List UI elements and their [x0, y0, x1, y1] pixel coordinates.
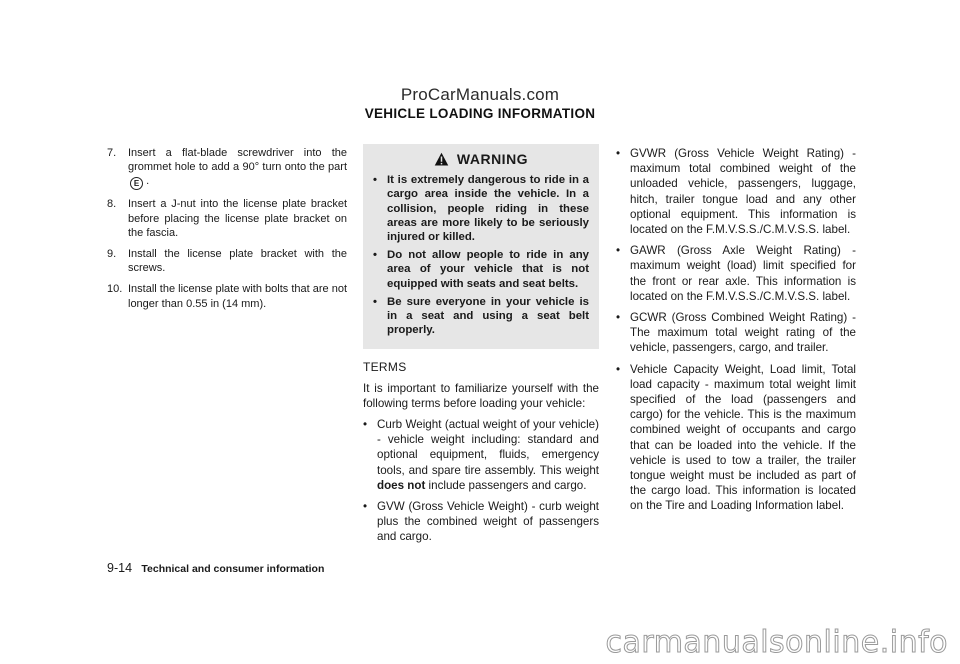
warning-header — [373, 152, 589, 167]
term-gvwr — [616, 146, 856, 237]
term-gcwr — [616, 310, 856, 356]
bullet: • — [616, 362, 621, 376]
term-text: GVWR (Gross Vehicle Weight Rating) - maximum total combined weight of the unloaded vehicle, passengers, luggage, hitch, trailer tongue load and any other optional equipment. This information is located on the F.M.V.S.S./C.M.V.S.S. label. — [630, 147, 856, 237]
term-text: Vehicle Capacity Weight, Load limit, Total load capacity - maximum total weight limit specified of the load (passengers and cargo) for the vehicle. This is the maximum combined weight of occupants and cargo that can be loaded into the vehicle. If the vehicle is used to tow a trailer, the trailer tongue weight must be included as part of the cargo load. This information is located on the Tire and Loading Information label. — [630, 362, 856, 513]
term-emphasis: does not — [377, 478, 426, 492]
step-number: 9. — [107, 248, 117, 261]
footer-section-title: Technical and consumer information — [141, 563, 325, 575]
warning-triangle-icon — [434, 152, 449, 167]
part-e-icon: E — [130, 177, 143, 190]
warning-terms-column — [363, 144, 599, 545]
term-gawr — [616, 243, 856, 304]
bullet: • — [363, 418, 368, 432]
bullet: • — [373, 174, 377, 187]
watermark-top: ProCarManuals.com — [400, 85, 560, 104]
step-9 — [107, 247, 347, 275]
watermark-bottom: carmanualsonline.info — [605, 625, 948, 660]
step-number: 8. — [107, 198, 117, 211]
warning-text: Do not allow people to ride in any area of your vehicle that is not equipped with seats and seat belts. — [387, 249, 589, 290]
term-text: GVW (Gross Vehicle Weight) - curb weight plus the combined weight of passengers and cargo. — [377, 500, 599, 544]
step-10 — [107, 282, 347, 310]
term-text: GCWR (Gross Combined Weight Rating) - The maximum total weight rating of the vehicle, passengers, cargo, and trailer. — [630, 311, 856, 355]
section-title: VEHICLE LOADING INFORMATION — [364, 106, 596, 121]
term-text: GAWR (Gross Axle Weight Rating) - maximum weight (load) limit specified for the front or rear axle. This information is located on the F.M.V.S.S./C.M.V.S.S. label. — [630, 244, 856, 303]
page-footer — [107, 561, 324, 575]
step-number: 7. — [107, 147, 117, 159]
step-text: Install the license plate bracket with the screws. — [128, 248, 347, 275]
bullet: • — [373, 249, 377, 262]
bullet: • — [616, 311, 621, 325]
term-text: Curb Weight (actual weight of your vehicle) - vehicle weight including: standard and optional equipment, fluids, emergency tools, and spare tire assembly. This weight — [377, 418, 599, 477]
warning-text: It is extremely dangerous to ride in a cargo area inside the vehicle. In a collision, people riding in these areas are more likely to be seriously injured or killed. — [387, 174, 589, 244]
bullet: • — [616, 147, 621, 160]
term-gvw — [363, 499, 599, 545]
step-tail: . — [146, 175, 150, 188]
page-number: 9-14 — [107, 561, 133, 575]
terms-intro: It is important to familiarize yourself with the following terms before loading your vehicle: — [363, 381, 599, 410]
term-vehicle-capacity — [616, 362, 856, 514]
terms-heading: TERMS — [363, 360, 407, 375]
warning-box — [363, 144, 599, 349]
warning-item — [373, 248, 589, 291]
terms-column-2 — [616, 146, 856, 514]
steps-column — [107, 146, 347, 318]
step-text: Install the license plate with bolts that are not longer than 0.55 in (14 mm). — [128, 283, 347, 310]
step-number: 10. — [107, 283, 123, 296]
bullet: • — [616, 244, 621, 258]
step-7 — [107, 146, 347, 190]
term-text: include passengers and cargo. — [428, 478, 587, 492]
term-curb-weight — [363, 417, 599, 493]
bullet: • — [363, 500, 368, 514]
bullet: • — [373, 295, 377, 308]
step-text: Insert a J-nut into the license plate bracket before placing the license plate bracket on the fascia. — [128, 198, 347, 239]
warning-text: Be sure everyone in your vehicle is in a seat and using a seat belt properly. — [387, 295, 589, 337]
warning-title: WARNING — [456, 151, 529, 167]
step-text: Insert a flat-blade screwdriver into the grommet hole to add a 90° turn onto the part — [128, 147, 347, 174]
step-8 — [107, 197, 347, 240]
warning-item — [373, 295, 589, 338]
warning-item — [373, 173, 589, 244]
